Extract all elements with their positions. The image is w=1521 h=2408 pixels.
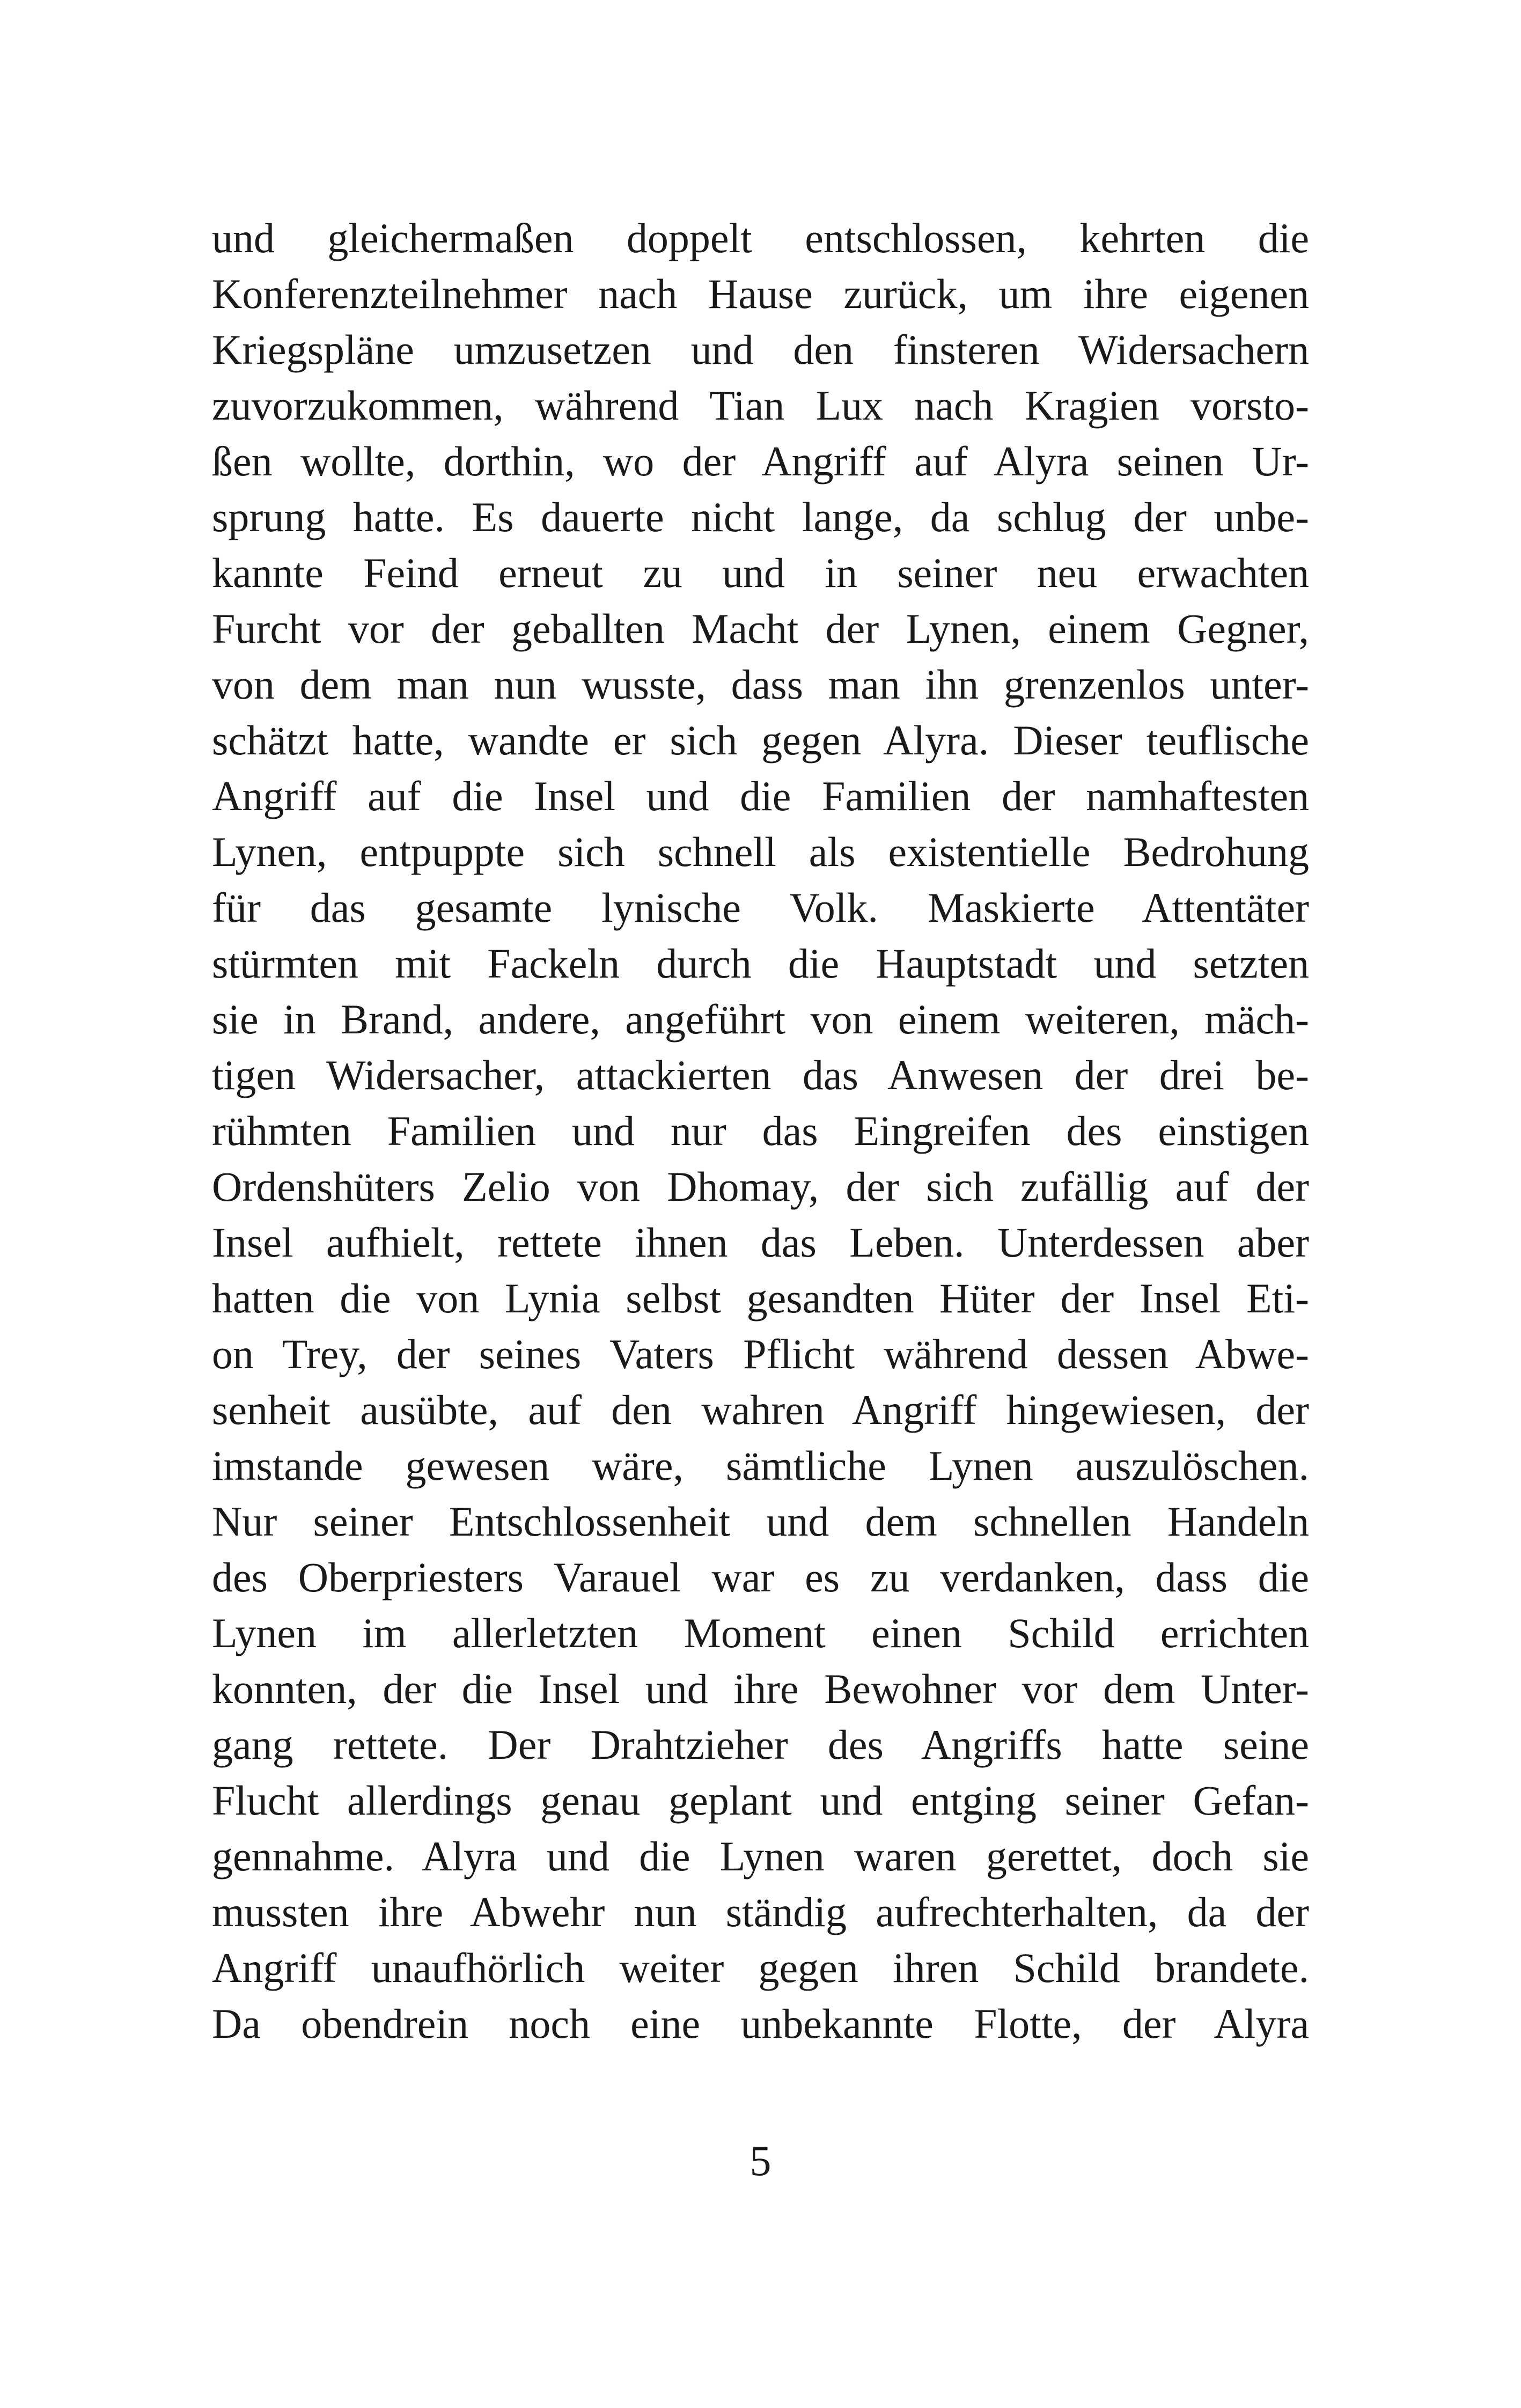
text-line: Ordenshüters Zelio von Dhomay, der sich zufällig auf der: [212, 1163, 1309, 1210]
text-line: von dem man nun wusste, dass man ihn grenzenlos unter-: [212, 661, 1309, 708]
text-line: Angriff unaufhörlich weiter gegen ihren Schild brandete.: [212, 1944, 1309, 1991]
text-line: Da obendrein noch eine unbekannte Flotte, der Alyra: [212, 2000, 1309, 2047]
text-line: kannte Feind erneut zu und in seiner neu erwachten: [212, 549, 1309, 596]
text-line: schätzt hatte, wandte er sich gegen Alyra. Dieser teuflische: [212, 717, 1309, 763]
text-line: zuvorzukommen, während Tian Lux nach Kragien vorsto-: [212, 382, 1309, 429]
text-line: Konferenzteilnehmer nach Hause zurück, um ihre eigenen: [212, 270, 1309, 317]
text-line: Nur seiner Entschlossenheit und dem schnellen Handeln: [212, 1498, 1309, 1545]
text-line: Lynen, entpuppte sich schnell als existentielle Bedrohung: [212, 828, 1309, 875]
text-line: senheit ausübte, auf den wahren Angriff hingewiesen, der: [212, 1386, 1309, 1433]
text-line: Insel aufhielt, rettete ihnen das Leben. Unterdessen aber: [212, 1219, 1309, 1266]
text-line: sprung hatte. Es dauerte nicht lange, da schlug der unbe-: [212, 494, 1309, 540]
text-line: für das gesamte lynische Volk. Maskierte Attentäter: [212, 884, 1309, 931]
text-line: stürmten mit Fackeln durch die Hauptstadt und setzten: [212, 940, 1309, 987]
text-line: sie in Brand, andere, angeführt von einem weiteren, mäch-: [212, 996, 1309, 1043]
text-line: Angriff auf die Insel und die Familien der namhaftesten: [212, 773, 1309, 819]
text-line: Flucht allerdings genau geplant und entging seiner Gefan-: [212, 1777, 1309, 1824]
text-line: Furcht vor der geballten Macht der Lynen, einem Gegner,: [212, 605, 1309, 652]
text-line: on Trey, der seines Vaters Pflicht während dessen Abwe-: [212, 1331, 1309, 1377]
text-line: gennahme. Alyra und die Lynen waren gerettet, doch sie: [212, 1833, 1309, 1880]
text-line: Lynen im allerletzten Moment einen Schild errichten: [212, 1610, 1309, 1656]
text-line: rühmten Familien und nur das Eingreifen des einstigen: [212, 1107, 1309, 1154]
text-line: mussten ihre Abwehr nun ständig aufrechterhalten, da der: [212, 1889, 1309, 1935]
text-line: konnten, der die Insel und ihre Bewohner vor dem Unter-: [212, 1665, 1309, 1712]
text-line: tigen Widersacher, attackierten das Anwesen der drei be-: [212, 1052, 1309, 1098]
text-line: gang rettete. Der Drahtzieher des Angriffs hatte seine: [212, 1721, 1309, 1768]
text-line: des Oberpriesters Varauel war es zu verdanken, dass die: [212, 1554, 1309, 1601]
text-line: ßen wollte, dorthin, wo der Angriff auf Alyra seinen Ur-: [212, 438, 1309, 484]
text-line: Kriegspläne umzusetzen und den finsteren Widersachern: [212, 326, 1309, 373]
body-text: [212, 210, 1309, 2052]
text-line: hatten die von Lynia selbst gesandten Hüter der Insel Eti-: [212, 1275, 1309, 1322]
text-line: und gleichermaßen doppelt entschlossen, kehrten die: [212, 215, 1309, 261]
text-line: imstande gewesen wäre, sämtliche Lynen auszulöschen.: [212, 1442, 1309, 1489]
page-number: 5: [750, 2138, 771, 2185]
